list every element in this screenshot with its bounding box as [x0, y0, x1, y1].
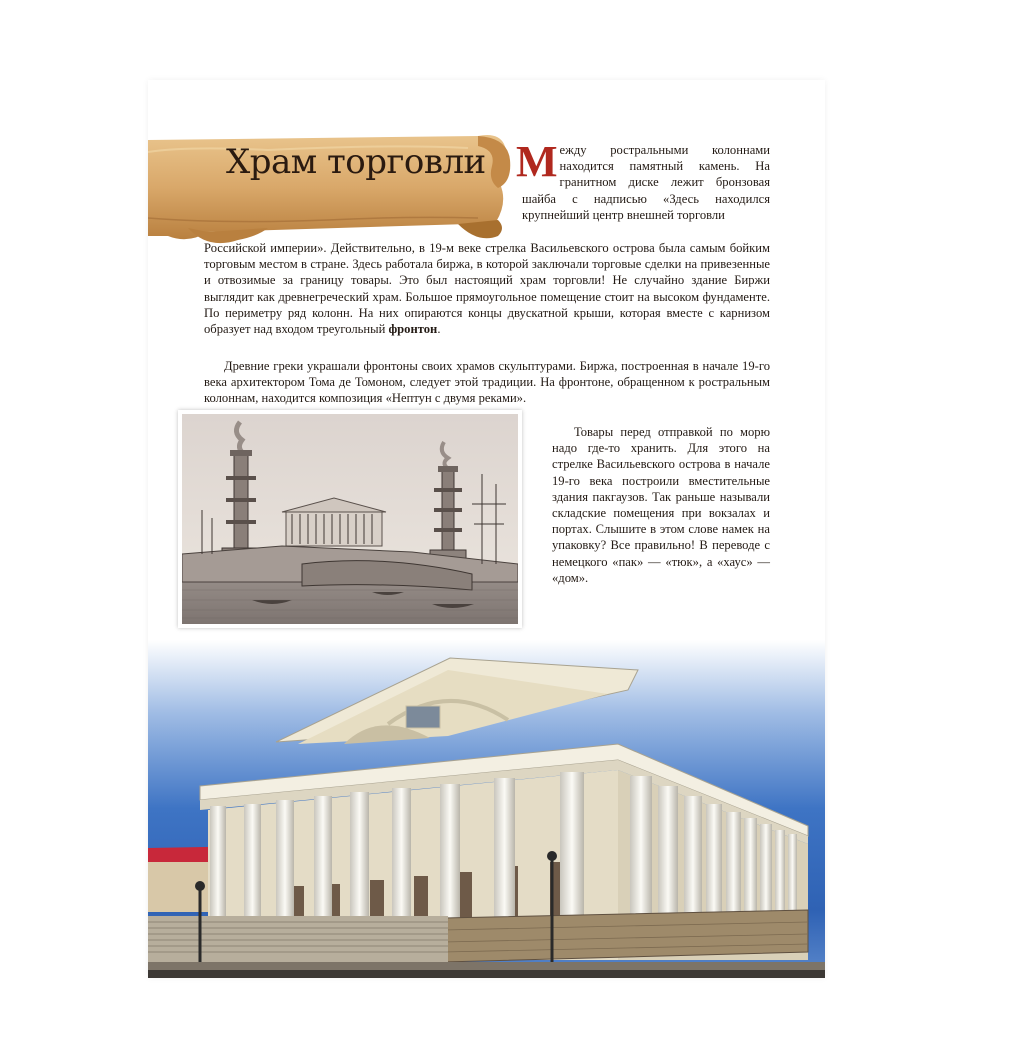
page-heading: Храм торговли [226, 142, 486, 182]
term-fronton: фронтон [388, 322, 438, 337]
paragraph-pediment: Древние греки украшали фронтоны своих храмов скульптурами. Биржа, построенная в начале 19-го века архитектором Тома де Томоном, следует этой традиции. На фронтоне, обращенном к ростральным колоннам, находится композиция «Нептун с двумя реками». [204, 359, 770, 406]
para1-end: . [437, 322, 441, 337]
intro-text: ежду ростральными колоннами находится памятный камень. На гранитном диске лежит бронзовая шайба с надписью «Здесь находился крупнейший центр внешней торговли [522, 143, 770, 222]
book-page [148, 80, 825, 978]
para1-text: Российской империи». Действительно, в 19-м веке стрелка Васильевского острова была самым бойким торговым местом в стране. Здесь работала биржа, в которой заключали торговые сделки на привезенные и отвозимые за границу товары. Это был настоящий храм торговли! Не случайно здание Биржи выглядит как древнегреческий храм. Большое прямоугольное помещение стоит на высоком фундаменте. По периметру ряд колонн. На них опираются концы двускатной крыши, которая вместе с карнизом образует над входом треугольный [204, 241, 770, 337]
drop-cap: М [516, 137, 558, 186]
photo-stock-exchange [148, 640, 825, 978]
paragraph-birzha [204, 240, 770, 337]
intro-paragraph [516, 137, 770, 223]
paragraph-warehouses: Товары перед отправкой по морю надо где-то хранить. Для этого на стрелке Васильевского острова в начале 19-го века построили вместительные здания пакгаузов. Так раньше называли складские помещения при вокзалах и портах. Слышите в этом слове намек на упаковку? Все правильно! В переводе с немецкого «пак» — «тюк», а «хаус» — «дом». [552, 425, 770, 585]
engraving-rostral-columns [178, 410, 522, 628]
